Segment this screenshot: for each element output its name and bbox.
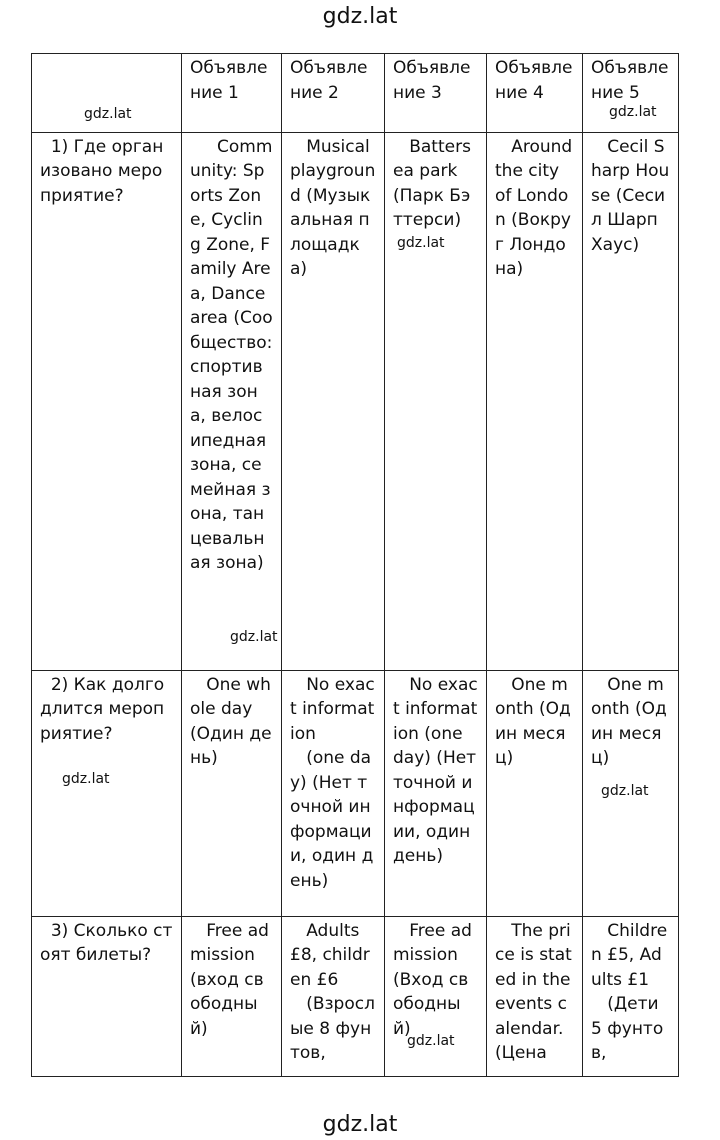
header-corner-cell xyxy=(32,54,182,133)
watermark: gdz.lat xyxy=(601,782,649,799)
header-cell-3: Объявление 3 xyxy=(385,54,487,133)
answer-cell: Around the city of London (Вокруг Лондона) xyxy=(487,132,583,670)
header-cell-5-text: Объявление 5 xyxy=(591,58,669,103)
answer-cell: Children £5, Adults £1 (Дети 5 фунтов, xyxy=(583,916,679,1076)
watermark: gdz.lat xyxy=(230,628,278,645)
answer-cell xyxy=(385,132,487,670)
answer-cell: One whole day (Один день) xyxy=(182,670,282,916)
answer-cell: Musical playground (Музыкальная площадка) xyxy=(282,132,385,670)
header-cell-4: Объявление 4 xyxy=(487,54,583,133)
watermark: gdz.lat xyxy=(397,234,445,251)
table-row xyxy=(32,916,679,1076)
table-header-row xyxy=(32,54,679,133)
header-cell-5 xyxy=(583,54,679,133)
question-cell: 1) Где организовано мероприятие? xyxy=(32,132,182,670)
answer-text: One month (Один месяц) xyxy=(591,674,667,768)
answer-cell: Adults £8, children £6 (Взрослые 8 фунтов, xyxy=(282,916,385,1076)
question-cell: 3) Сколько стоят билеты? xyxy=(32,916,182,1076)
header-cell-2: Объявление 2 xyxy=(282,54,385,133)
answer-cell: No exact information (one day) (Нет точной информации, один день) xyxy=(282,670,385,916)
question-cell xyxy=(32,670,182,916)
answer-cell: The price is stated in the events calendar. (Цена xyxy=(487,916,583,1076)
watermark: gdz.lat xyxy=(407,1032,455,1049)
site-title-bottom: gdz.lat xyxy=(322,1112,398,1137)
table-row xyxy=(32,670,679,916)
answer-cell: No exact information (one day) (Нет точной информации, один день) xyxy=(385,670,487,916)
answer-cell: One month (Один месяц) xyxy=(487,670,583,916)
answer-cell xyxy=(583,670,679,916)
watermark: gdz.lat xyxy=(609,104,657,120)
watermark: gdz.lat xyxy=(84,106,132,122)
header-cell-1: Объявление 1 xyxy=(182,54,282,133)
answer-cell xyxy=(385,916,487,1076)
answer-text: Community: Sports Zone, Cycling Zone, Family Area, Dance area (Сообщество: спортивная зона, велосипедная зона, семейная зона, танцевальная зона) xyxy=(190,136,278,573)
answer-cell: Cecil Sharp House (Сесил Шарп Хаус) xyxy=(583,132,679,670)
answer-text: Battersea park (Парк Бэттерси) xyxy=(393,136,471,230)
answer-cell: Free admission (вход свободный) xyxy=(182,916,282,1076)
table-row xyxy=(32,132,679,670)
question-text: 2) Как долго длится мероприятие? xyxy=(40,674,170,744)
site-title-top: gdz.lat xyxy=(322,4,398,29)
answer-cell xyxy=(182,132,282,670)
watermark: gdz.lat xyxy=(62,770,110,787)
answer-text: Free admission (Вход свободный) xyxy=(393,920,472,1039)
comparison-table xyxy=(31,53,679,1077)
